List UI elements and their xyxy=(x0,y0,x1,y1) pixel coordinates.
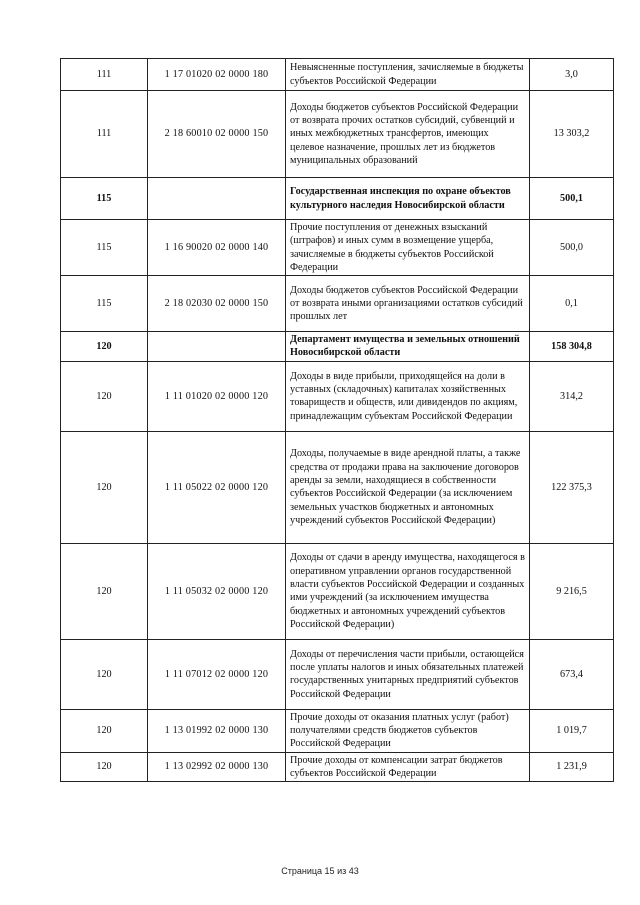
revenue-name-cell: Прочие поступления от денежных взысканий (штрафов) и иных сумм в возмещение ущерба, зачисляемые в бюджеты субъектов Российской Федерации xyxy=(286,220,530,276)
amount-cell: 314,2 xyxy=(530,361,614,431)
revenue-table-body xyxy=(61,59,614,782)
amount-cell: 673,4 xyxy=(530,639,614,709)
admin-code-cell: 120 xyxy=(61,543,148,639)
revenue-name-cell: Доходы бюджетов субъектов Российской Федерации от возврата прочих остатков субсидий, субвенций и иных межбюджетных трансфертов, имеющих целевое назначение, прошлых лет из бюджетов муниципальных образований xyxy=(286,91,530,178)
table-row xyxy=(61,276,614,332)
revenue-name-cell: Доходы от сдачи в аренду имущества, находящегося в оперативном управлении органов государственной власти субъектов Российской Федерации и созданных ими учреждений (за исключением имущества бюджетных и автономных учреждений субъектов Российской Федерации) xyxy=(286,543,530,639)
amount-cell: 500,0 xyxy=(530,220,614,276)
amount-cell: 158 304,8 xyxy=(530,332,614,362)
revenue-table xyxy=(60,58,614,782)
amount-cell: 500,1 xyxy=(530,178,614,220)
table-row-department xyxy=(61,178,614,220)
table-row-department xyxy=(61,332,614,362)
budget-classification-code-cell xyxy=(148,332,286,362)
table-row xyxy=(61,709,614,752)
budget-classification-code-cell: 1 11 07012 02 0000 120 xyxy=(148,639,286,709)
revenue-name-cell: Государственная инспекция по охране объектов культурного наследия Новосибирской области xyxy=(286,178,530,220)
budget-classification-code-cell: 1 11 05022 02 0000 120 xyxy=(148,431,286,543)
budget-classification-code-cell: 1 13 02992 02 0000 130 xyxy=(148,752,286,782)
table-row xyxy=(61,752,614,782)
table-row xyxy=(61,91,614,178)
page-number: Страница 15 из 43 xyxy=(281,866,359,876)
admin-code-cell: 120 xyxy=(61,431,148,543)
admin-code-cell: 111 xyxy=(61,91,148,178)
budget-classification-code-cell: 2 18 60010 02 0000 150 xyxy=(148,91,286,178)
amount-cell: 3,0 xyxy=(530,59,614,91)
revenue-name-cell: Прочие доходы от оказания платных услуг (работ) получателями средств бюджетов субъектов Российской Федерации xyxy=(286,709,530,752)
table-row xyxy=(61,220,614,276)
admin-code-cell: 111 xyxy=(61,59,148,91)
admin-code-cell: 120 xyxy=(61,752,148,782)
budget-classification-code-cell: 1 16 90020 02 0000 140 xyxy=(148,220,286,276)
admin-code-cell: 115 xyxy=(61,276,148,332)
table-row xyxy=(61,361,614,431)
admin-code-cell: 120 xyxy=(61,332,148,362)
amount-cell: 0,1 xyxy=(530,276,614,332)
revenue-name-cell: Невыясненные поступления, зачисляемые в бюджеты субъектов Российской Федерации xyxy=(286,59,530,91)
table-row xyxy=(61,431,614,543)
amount-cell: 9 216,5 xyxy=(530,543,614,639)
budget-classification-code-cell: 1 13 01992 02 0000 130 xyxy=(148,709,286,752)
amount-cell: 122 375,3 xyxy=(530,431,614,543)
admin-code-cell: 120 xyxy=(61,709,148,752)
budget-classification-code-cell: 1 11 05032 02 0000 120 xyxy=(148,543,286,639)
revenue-name-cell: Доходы бюджетов субъектов Российской Федерации от возврата иными организациями остатков субсидий прошлых лет xyxy=(286,276,530,332)
revenue-name-cell: Доходы, получаемые в виде арендной платы, а также средства от продажи права на заключение договоров аренды за земли, находящиеся в собственности субъектов Российской Федерации (за исключением земельных участков бюджетных и автономных учреждений субъектов Российской Федерации) xyxy=(286,431,530,543)
admin-code-cell: 120 xyxy=(61,639,148,709)
table-row xyxy=(61,543,614,639)
amount-cell: 13 303,2 xyxy=(530,91,614,178)
table-row xyxy=(61,639,614,709)
amount-cell: 1 231,9 xyxy=(530,752,614,782)
admin-code-cell: 115 xyxy=(61,178,148,220)
budget-classification-code-cell: 1 17 01020 02 0000 180 xyxy=(148,59,286,91)
revenue-name-cell: Департамент имущества и земельных отношений Новосибирской области xyxy=(286,332,530,362)
amount-cell: 1 019,7 xyxy=(530,709,614,752)
revenue-name-cell: Доходы в виде прибыли, приходящейся на доли в уставных (складочных) капиталах хозяйственных товариществ и обществ, или дивидендов по акциям, принадлежащим субъектам Российской Федерации xyxy=(286,361,530,431)
revenue-name-cell: Прочие доходы от компенсации затрат бюджетов субъектов Российской Федерации xyxy=(286,752,530,782)
revenue-name-cell: Доходы от перечисления части прибыли, остающейся после уплаты налогов и иных обязательных платежей государственных унитарных предприятий субъектов Российской Федерации xyxy=(286,639,530,709)
budget-classification-code-cell xyxy=(148,178,286,220)
table-row xyxy=(61,59,614,91)
admin-code-cell: 115 xyxy=(61,220,148,276)
budget-classification-code-cell: 1 11 01020 02 0000 120 xyxy=(148,361,286,431)
admin-code-cell: 120 xyxy=(61,361,148,431)
budget-classification-code-cell: 2 18 02030 02 0000 150 xyxy=(148,276,286,332)
